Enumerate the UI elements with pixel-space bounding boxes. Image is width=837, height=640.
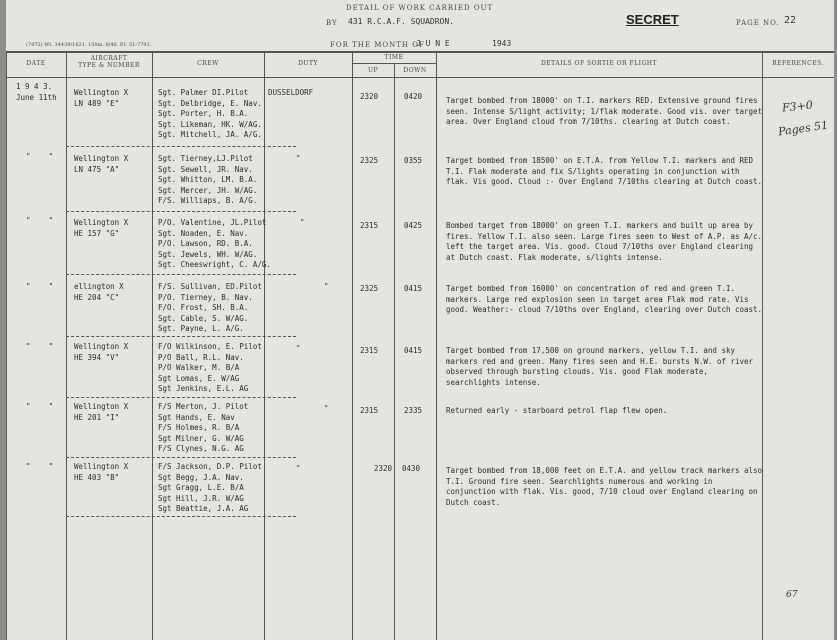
row-aircraft: Wellington X HE 403 "B" xyxy=(74,462,129,482)
page-number: 22 xyxy=(784,15,797,26)
secret-stamp: SECRET xyxy=(626,12,679,27)
row-separator xyxy=(66,211,296,212)
page-heading: DETAIL OF WORK CARRIED OUT xyxy=(346,4,494,12)
row-aircraft: Wellington X LN 475 "A" xyxy=(74,154,129,174)
squadron-name: 431 R.C.A.F. SQUADRON. xyxy=(348,17,454,26)
header-rule xyxy=(6,77,834,78)
row-crew: F/S Jackson, D.P. Pilot Sgt Begg, J.A. Nav. Sgt Gragg, L.E. B/A Sgt Hill, J.R. W/AG Sgt Beattie, J.A. AG xyxy=(158,462,262,513)
row-up: 2315 xyxy=(360,406,379,415)
row-date: " " xyxy=(26,216,54,225)
row-down: 0425 xyxy=(404,221,423,230)
col-header-duty: DUTY xyxy=(298,60,318,67)
col-header-date: DATE xyxy=(26,60,46,67)
row-duty: " xyxy=(324,404,329,413)
row-crew: F/S. Sullivan, ED.Pilot P/O. Tierney, B. Nav. F/O. Frost, SH. B.A. Sgt. Cable, S. W/AG. Sgt. Payne, L. A/G. xyxy=(158,282,262,333)
row-details: Target bombed from 16000' on concentration of red and green T.I. markers. Large red explosion seen in target area Flak mod rate. Vis good. Weather:- cloud 7/10ths over England, clearing over Dutch coast. xyxy=(446,284,763,314)
row-duty: " xyxy=(296,344,301,353)
row-separator xyxy=(66,516,296,517)
row-aircraft: ellington X HE 204 "C" xyxy=(74,282,124,302)
row-aircraft: Wellington X HE 201 "I" xyxy=(74,402,129,422)
row-up: 2315 xyxy=(360,346,379,355)
row-date: 1 9 4 3. June 11th xyxy=(16,82,57,102)
row-up: 2320 xyxy=(360,92,379,101)
row-duty: " xyxy=(300,218,305,227)
row-date: " " xyxy=(26,342,54,351)
table-top-rule xyxy=(6,51,834,53)
row-details: Target bombed from 18000' on T.I. markers RED. Extensive ground fires seen. Intense S/light activity; 1/flak moderate. Good vis. over target area. Over England cloud from 7/10ths. clearing at Dutch coast. xyxy=(446,96,763,126)
col-header-references: REFERENCES. xyxy=(772,60,824,67)
by-label: BY xyxy=(326,19,338,27)
row-details: Target bombed from 17,500 on ground markers, yellow T.I. and sky markers red and green. Many fires seen and H.E. bursts N.W. of river observed through bursting clouds. Vis. good Flak moderate, searchlights intense. xyxy=(446,346,754,387)
col-header-crew: CREW xyxy=(197,60,219,67)
row-aircraft: Wellington X HE 157 "G" xyxy=(74,218,129,238)
row-duty: " xyxy=(296,464,301,473)
row-duty: " xyxy=(296,154,301,163)
year-value: 1943 xyxy=(492,39,512,48)
row-duty: DUSSELDORF xyxy=(268,88,314,97)
row-details: Returned early - starboard petrol flap flew open. xyxy=(446,406,668,415)
row-aircraft: Wellington X LN 489 "E" xyxy=(74,88,129,108)
row-down: 2335 xyxy=(404,406,423,415)
row-date: " " xyxy=(26,462,54,471)
handwritten-reference-2: Pages 51 xyxy=(777,118,829,139)
handwritten-reference-1: F3+0 xyxy=(781,98,814,115)
row-date: " " xyxy=(26,282,54,291)
row-up: 2315 xyxy=(360,221,379,230)
col-line xyxy=(152,51,153,640)
col-header-details: DETAILS OF SORTIE OR FLIGHT xyxy=(540,60,658,67)
row-date: " " xyxy=(26,152,54,161)
row-crew: Sgt. Palmer DI.Pilot Sgt. Delbridge, E. Nav. Sgt. Porter, H. B.A. Sgt. Likeman, HK. W/AG. Sgt. Mitchell, JA. A/G. xyxy=(158,88,262,139)
row-separator xyxy=(66,336,296,337)
row-up: 2325 xyxy=(360,284,379,293)
row-crew: F/S Merton, J. Pilot Sgt Hands, E. Nav F/S Holmes, R. B/A Sgt Milner, G. W/AG F/S Clynes, N.G. AG xyxy=(158,402,249,453)
row-details: Bombed target from 18000' on green T.I. markers and built up area by fires. Yellow T.I. also seen. Large fires seen to West of A.P. as A/c. left the target area. Vis. good. Cloud 7/10ths over England clearing at Dutch coast. Flak moderate, s/lights intense. xyxy=(446,221,763,262)
row-aircraft: Wellington X HE 394 "V" xyxy=(74,342,129,362)
row-separator xyxy=(66,146,296,147)
col-line xyxy=(394,63,395,640)
col-header-down: DOWN xyxy=(403,67,427,74)
row-down: 0355 xyxy=(404,156,423,165)
row-crew: P/O. Valentine, JL.Pilot Sgt. Noaden, E. Nav. P/O. Lawson, RD. B.A. Sgt. Jewels, WH. W/AG. Sgt. Cheeswright, C. A/G. xyxy=(158,218,271,269)
row-separator xyxy=(66,274,296,275)
col-header-aircraft: AIRCRAFT TYPE & NUMBER xyxy=(78,55,140,69)
col-line xyxy=(264,51,265,640)
row-down: 0430 xyxy=(402,464,421,473)
row-separator xyxy=(66,457,296,458)
row-crew: F/O Wilkinson, E. Pilot P/O Ball, R.L. Nav. P/O Walker, M. B/A Sgt Lomas, E. W/AG Sgt Jenkins, E.L. AG xyxy=(158,342,262,393)
month-label: FOR THE MONTH OF xyxy=(330,41,425,49)
page-number-label: PAGE NO. xyxy=(736,19,780,27)
row-up: 2325 xyxy=(360,156,379,165)
form-reference: (7472) Wt. 34439/1621. 150m. 6/40. P.I. 51-7791. xyxy=(26,42,152,48)
month-value: J U N E xyxy=(416,39,450,48)
row-crew: Sgt. Tierney,LJ.Pilot Sgt. Sewell, JR. Nav. Sgt. Whitton, LM. B.A. Sgt. Mercer, JH. W/AG. F/S. Williaps, B. A/G. xyxy=(158,154,258,205)
row-date: " " xyxy=(26,402,54,411)
operations-record-page xyxy=(6,0,834,640)
handwritten-corner-note: 67 xyxy=(786,590,798,600)
row-details: Target bombed from 18500' on E.T.A. from Yellow T.I. markers and RED T.I. Flak moderate and fix S/lights operating in conjunction with flak. Vis good. Cloud :- Over England 7/10ths clearing at Dutch coast. xyxy=(446,156,763,186)
row-up: 2320 xyxy=(374,464,393,473)
col-line xyxy=(436,51,437,640)
row-down: 0415 xyxy=(404,284,423,293)
row-details: Target bombed from 18,000 feet on E.T.A. and yellow track markers also T.I. Ground fire seen. Searchlights numerous and working in conjunction with flak. Vis. good, 7/10 cloud over England clearing on Dutch coast. xyxy=(446,466,763,507)
col-line xyxy=(352,51,353,640)
row-down: 0420 xyxy=(404,92,423,101)
col-header-time: TIME xyxy=(384,54,404,61)
row-separator xyxy=(66,397,296,398)
col-line xyxy=(6,51,7,640)
row-down: 0415 xyxy=(404,346,423,355)
col-header-up: UP xyxy=(367,67,379,74)
col-line xyxy=(66,51,67,640)
row-duty: " xyxy=(324,282,329,291)
